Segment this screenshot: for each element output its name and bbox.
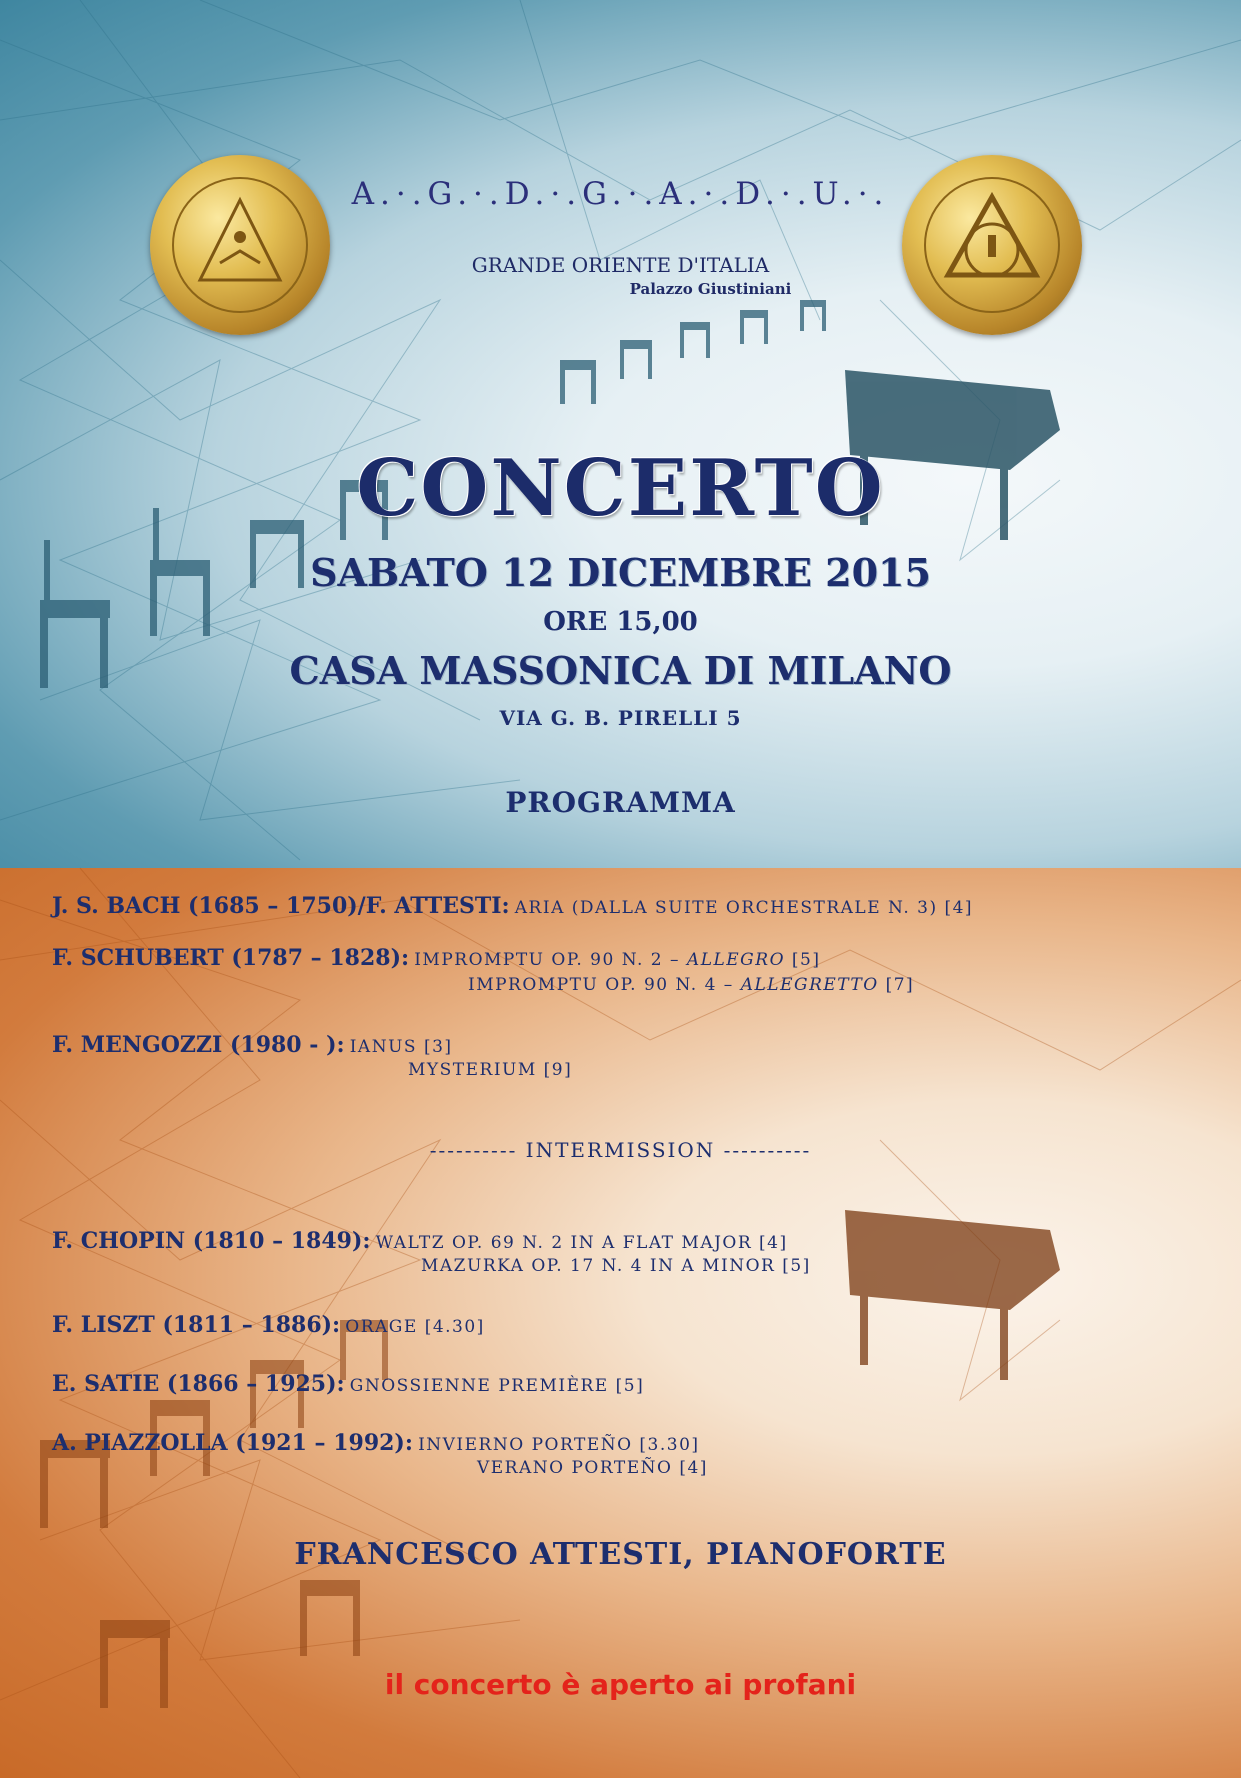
program-item-liszt [52, 1312, 485, 1338]
program-heading: PROGRAMMA [505, 786, 736, 819]
composer-name: F. SCHUBERT (1787 – 1828): [52, 945, 410, 971]
piano-bottom [845, 1210, 1060, 1380]
piece-title: IANUS [3] [349, 1037, 453, 1057]
piece-title: ORAGE [4.30] [345, 1317, 485, 1337]
composer-name: A. PIAZZOLLA (1921 – 1992): [52, 1430, 413, 1456]
program-item-schubert [52, 945, 821, 971]
composer-name: F. LISZT (1811 – 1886): [52, 1312, 341, 1338]
program-item-mengozzi [52, 1032, 453, 1058]
program-item-piazzolla [52, 1430, 700, 1456]
program-item-satie [52, 1371, 644, 1397]
piece-title: ARIA (DALLA SUITE ORCHESTRALE N. 3) [4] [514, 898, 974, 918]
piece-title: MAZURKA OP. 17 N. 4 IN A MINOR [5] [421, 1256, 811, 1276]
program-item-bach [52, 893, 973, 919]
composer-name: F. MENGOZZI (1980 - ): [52, 1032, 345, 1058]
masonic-motto: A.·.G.·.D.·.G.·.A.·.D.·.U.·. [351, 176, 890, 212]
admission-note: il concerto è aperto ai profani [384, 1668, 857, 1701]
concert-title: CONCERTO [356, 443, 885, 534]
piece-title: VERANO PORTEÑO [4] [477, 1458, 708, 1478]
composer-name: J. S. BACH (1685 – 1750)/F. ATTESTI: [52, 893, 510, 919]
palace-name: Palazzo Giustiniani [629, 280, 792, 298]
program-item-chopin [52, 1228, 788, 1254]
organization-name: GRANDE ORIENTE D'ITALIA [471, 253, 770, 277]
piece-title: INVIERNO PORTEÑO [3.30] [418, 1435, 700, 1455]
piece-title: IMPROMPTU OP. 90 N. 2 – ALLEGRO [5] [414, 950, 821, 970]
composer-name: F. CHOPIN (1810 – 1849): [52, 1228, 371, 1254]
event-address: VIA G. B. PIRELLI 5 [499, 706, 742, 730]
intermission-divider: ---------- INTERMISSION ---------- [429, 1138, 812, 1162]
piece-title: GNOSSIENNE PREMIÈRE [5] [349, 1376, 645, 1396]
performer-credit: FRANCESCO ATTESTI, PIANOFORTE [294, 1537, 947, 1572]
piece-title: MYSTERIUM [9] [408, 1060, 573, 1080]
event-venue: CASA MASSONICA DI MILANO [289, 648, 952, 693]
event-date: SABATO 12 DICEMBRE 2015 [310, 550, 931, 595]
composer-name: E. SATIE (1866 – 1925): [52, 1371, 345, 1397]
piece-title: IMPROMPTU OP. 90 N. 4 – ALLEGRETTO [7] [468, 975, 915, 995]
piece-title: WALTZ OP. 69 N. 2 IN A FLAT MAJOR [4] [375, 1233, 788, 1253]
event-time: ORE 15,00 [543, 607, 698, 637]
